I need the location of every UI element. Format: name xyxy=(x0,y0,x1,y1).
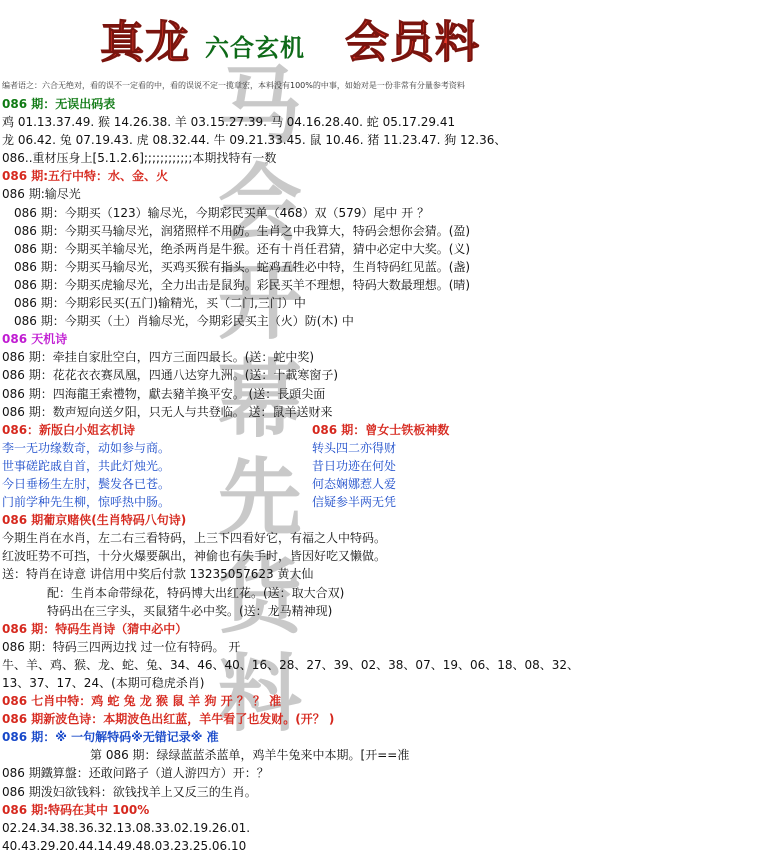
text-line: 086 期：特码生肖诗（猜中必中） xyxy=(2,621,188,636)
text-line: 086 期：牵挂自家肚空白，四方三面四最长。(送：蛇中奖) xyxy=(2,350,315,365)
text-line: 红波旺势不可挡，十分火爆要飙出，神偷也有失手时，皆因好吃又懒做。 xyxy=(2,549,387,564)
text-line: 特码出在三字头，买鼠猪牛必中奖。(送：龙马精神现) xyxy=(47,603,333,618)
left-poem-line: 今日垂杨生左肘，鬓发各已苍。 xyxy=(2,476,171,491)
right-poem-line: 昔日功迹在何处 xyxy=(312,458,397,473)
text-line: 配：生肖本命带绿花，特码博大出红花。(送：取大合双) xyxy=(47,585,345,600)
left-poem-line: 世事磋跎戚自首，共此灯烛光。 xyxy=(2,458,171,473)
text-line: 086 期:特码在其中 100% xyxy=(2,802,150,817)
text-line: 086 期：今期彩民买(五门)输精光，买（二门,三门）中 xyxy=(14,296,306,311)
watermark-char: 会 xyxy=(217,154,302,253)
watermark-char: 开 xyxy=(217,252,302,351)
header xyxy=(0,0,775,78)
poem-row xyxy=(2,439,772,457)
text-line: 086 天机诗 xyxy=(2,332,68,347)
text-line: 086 期：无误出码表 xyxy=(2,97,116,111)
right-poem-line: 何态娴娜惹人爱 xyxy=(312,476,397,491)
text-line: 086 期葡京赌侠(生肖特码八句诗) xyxy=(2,513,187,528)
watermark-char: 马 xyxy=(217,56,302,155)
text-line: 牛、羊、鸡、猴、龙、蛇、兔、34、46、40、16、28、27、39、02、38、07、19、06、18、08、32、 xyxy=(2,657,580,672)
text-line: 086 期：今期买（123）输尽光，今期彩民买单（468）双（579）尾中 开 ？ xyxy=(14,205,430,220)
text-line: 086..重材压身上[5.1.2.6];;;;;;;;;;;;本期找特有一数 xyxy=(2,151,277,166)
text-line: 今期生肖在水肖，左二右三看特码，上三下四看好它，有福之人中特码。 xyxy=(2,531,387,546)
left-poem-line: 李一无功缘数奇，动如参与商。 xyxy=(2,440,171,455)
text-line: 086 期泼妇欲钱料：欲钱找羊上又反三的生肖。 xyxy=(2,784,257,799)
right-poem-line: 信疑参半两无凭 xyxy=(312,495,397,510)
title-logo-middle: 六合玄机 xyxy=(205,33,305,62)
text-line: 送：特肖在诗意 讲信用中奖后付款 13235057623 黄大仙 xyxy=(2,567,314,582)
text-line: 086 期：特码三四两边找 过一位有特码。 开 xyxy=(2,639,241,654)
text-line: 086 期:输尽光 xyxy=(2,187,81,202)
watermark-char: 先 xyxy=(217,448,302,547)
text-line: 龙 06.42. 兔 07.19.43. 虎 08.32.44. 牛 09.21.33.45. 鼠 10.46. 猪 11.23.47. 狗 12.36、 xyxy=(2,133,507,148)
text-line: 086 期：今期买马输尽光，买鸡买猴有指头。蛇鸡五牲必中特，生肖特码红见蓝。(盏) xyxy=(14,259,471,274)
left-poem-line: 门前学种先生柳，惊呼热中肠。 xyxy=(2,495,171,510)
text-line: 086 期：※ 一句解特码※无错记录※ 准 xyxy=(2,730,219,745)
content xyxy=(2,95,772,855)
text-line: 13、37、17、24、(本期可稳虎杀肖) xyxy=(2,676,205,690)
text-line: 086 期:五行中特：水、金、火 xyxy=(2,169,169,184)
right-poem-line: 转头四二亦得财 xyxy=(312,440,397,455)
left-column-title: 086：新版白小姐玄机诗 xyxy=(2,422,136,437)
right-column-title: 086 期：曾女士铁板神数 xyxy=(312,422,450,437)
poem-row xyxy=(2,493,772,511)
text-line: 086 期：四海龍王索禮物，獻去豬羊換平安。 (送：長頭尖面 xyxy=(2,386,326,401)
text-line: 086 期：今期买马输尽光，润猪照样不用防。生肖之中我算大，特码会想你会猜。(盈) xyxy=(14,223,471,238)
text-line: 086 期：花花衣衣赛凤凰，四通八达穿九洲。(送：十載寒窗子) xyxy=(2,368,339,383)
text-line: 第 086 期：绿绿蓝蓝杀蓝单，鸡羊牛兔来中本期。[开==准 xyxy=(90,748,410,763)
text-line: 40.43.29.20.44.14.49.48.03.23.25.06.10 xyxy=(2,838,247,853)
text-line: 086 期：今期买（土）肖输尽光，今期彩民买主（火）防(木) 中 xyxy=(14,314,354,329)
text-line: 086 期：今期买虎输尽光，全力出击是鼠狗。彩民买羊不理想，特码大数最理想。(晴) xyxy=(14,277,471,292)
text-line: 鸡 01.13.37.49. 猴 14.26.38. 羊 03.15.27.39. 马 04.16.28.40. 蛇 05.17.29.41 xyxy=(2,115,456,130)
twocol-headers xyxy=(2,421,772,439)
watermark-char: 料 xyxy=(217,644,302,743)
watermark-char: 幕 xyxy=(217,350,302,449)
text-line: 086 期：数声短向送夕阳，只无人与共登临。 送：鼠羊送财来 xyxy=(2,404,333,419)
title-logo-left: 真龙 xyxy=(100,17,190,68)
text-line: 086 期鐵算盤：还敢问路子（道人游四方）开：？ xyxy=(2,766,269,781)
watermark-char: 货 xyxy=(217,546,302,645)
title-logo-right: 会员料 xyxy=(345,17,480,68)
text-line: 02.24.34.38.36.32.13.08.33.02.19.26.01. xyxy=(2,820,251,835)
poem-row xyxy=(2,475,772,493)
poem-row xyxy=(2,457,772,475)
text-line: 086 期：今期买羊输尽光，绝杀两肖是牛猴。还有十肖任君猜，猜中必定中大奖。(义) xyxy=(14,241,471,256)
text-line: 086 期新波色诗：本期波色出红蓝，羊牛看了也发财。(开？ ) xyxy=(2,712,335,727)
text-line: 086 七肖中特：鸡 蛇 兔 龙 猴 鼠 羊 狗 开 ？ ？ 准 xyxy=(2,694,282,709)
editor-note: 编者语之：六合无绝对，看的误不一定看的中，看的误说不定一揽章宏，本料没有100%的中事，如始对是一份非常有分量参考资料 xyxy=(2,81,465,90)
